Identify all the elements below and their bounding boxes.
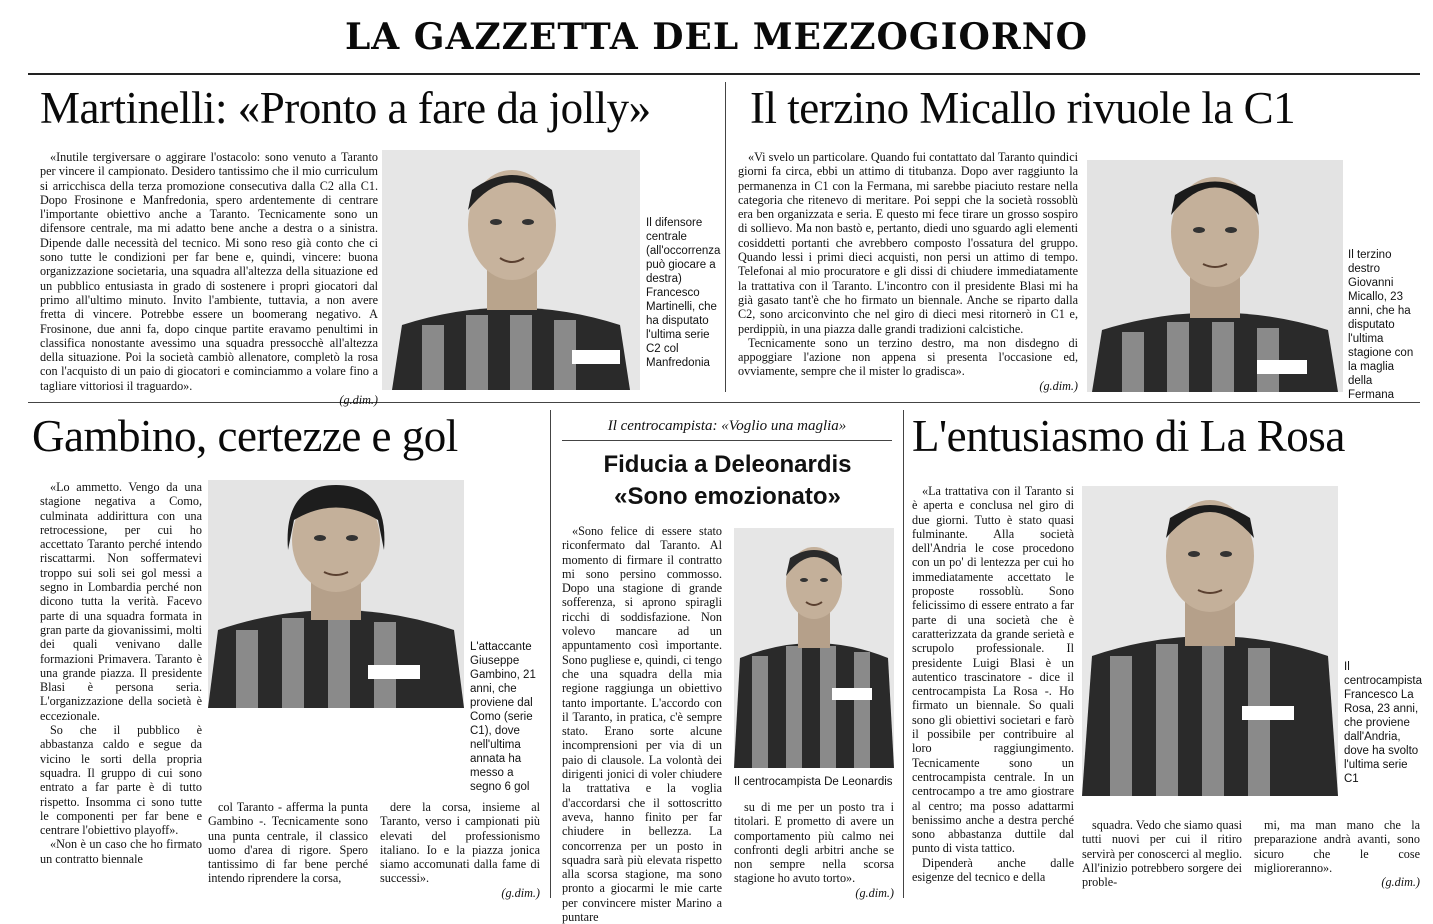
body-text-2: So che il pubblico è abbastanza caldo e segue da vicino le sorti della propria squadra. Il gruppo di cui sono entrato a far parte è di tutto rispetto. Insomma ci sono tutte le componenti per far bene e centrare l'obiettivo playoff». xyxy=(40,723,202,838)
signature: (g.dim.) xyxy=(1039,378,1078,393)
signature: (g.dim.) xyxy=(855,885,894,900)
body-gambino-col3 xyxy=(380,800,540,900)
caption-micallo: Il terzino destro Giovanni Micallo, 23 anni, che ha disputato l'ultima stagione con la maglia della Fermana xyxy=(1348,249,1414,401)
body-text: mi, ma man mano che la preparazione andrà avanti, sono sicuro che le cose miglioreranno». xyxy=(1254,818,1420,875)
player-photo xyxy=(208,480,464,708)
signature: (g.dim.) xyxy=(501,885,540,900)
body-larosa-col3 xyxy=(1254,818,1420,889)
body-text: «Vi svelo un particolare. Quando fui contattato dal Taranto quindici giorni fa circa, ebbi un attimo di titubanza. Dopo aver raggiunto la permanenza in C1 con la Fermana, mi sarebbe piaciuto restare nella categoria che ritenevo di meritare. Poi seppi che la società rossoblù era ben organizzata e seria. E questo mi fece tirare un grosso sospiro di sollievo. Ma non bastò e, pertanto, diedi uno sguardo agli elementi cosiddetti portanti che avrebbero composto l'ossatura del gruppo. Quando lessi i primi dieci acquisti, non persi un attimo di tempo. Telefonai al mio procuratore e gli dissi di chiudere immediatamente la trattativa con il Taranto. L'incontro con il presidente Blasi mi ha già gasato tant'è che ho firmato un biennale. Anche se riparto dalla C2, sono arciconvinto che nel giro di dieci mesi ritornerò in C1 e, perdippiù, in una piazza dalle grandi tradizioni calcistiche. xyxy=(738,150,1078,336)
body-martinelli xyxy=(40,150,378,407)
photo-micallo xyxy=(1087,160,1343,392)
body-larosa-col2 xyxy=(1082,818,1242,889)
body-text: squadra. Vedo che siamo quasi tutti nuovi per cui il ritiro servirà per conoscerci al meglio. All'inizio potrebbero sorgere dei proble- xyxy=(1082,818,1242,890)
body-text: «Sono felice di essere stato riconfermato dal Taranto. Al momento di firmare il contratto mi sono persino commosso. Dopo una stagione di grande sofferenza, si aprono spiragli ricchi di soddisfazione. Non volevo mancare ad un appuntamento così importante. Sono pugliese e, quindi, ci tengo che una squadra della mia regione raggiunga un obiettivo tanto importante. L'accordo con il Taranto, in pratica, c'è sempre stato. Erano sorte alcune incomprensioni per via di un paio di clausole. La volontà dei dirigenti jonici di voler chiudere la trattativa e la voglia d'accordarsi che il sottoscritto aveva, hanno finito per far chiudere in bellezza. La concorrenza per un posto in squadra sarà più elevata rispetto alla scorsa stagione, ma sono pronto a giocarmi le mie carte per convincere mister Marino a puntare xyxy=(562,524,722,924)
player-photo xyxy=(734,528,894,768)
photo-larosa xyxy=(1082,486,1338,796)
caption-martinelli: Il difensore centrale (all'occorrenza può giocare a destra) Francesco Martinelli, che ha disputato l'ultima serie C2 col Manfredonia xyxy=(646,217,721,369)
body-text-2: Dipenderà anche dalle esigenze del tecnico e della xyxy=(912,855,1074,885)
photo-deleonardis xyxy=(734,528,894,768)
body-text: «Inutile tergiversare o aggirare l'ostacolo: sono venuto a Taranto per vincere il campionato. Desidero tantissimo che il mio curriculum si arricchisca della terza promozione consecutiva dalla C2 alla C1. Dopo Frosinone e Manfredonia, spero ardentemente di centrare l'importante obiettivo anche a Taranto. Tecnicamente sono un difensore centrale, ma mi adatto bene anche a destra o a sinistra. Dipende dalle necessità del tecnico. Mi sono reso già conto che ci sono tutte le condizioni per far bene e, quindi, vincere: buona organizzazione societaria, una squadra all'altezza della situazione ed un pubblico entusiasta in grado di sostenere i propri giocatori dal primo all'ultimo minuto. Invito l'ambiente, tuttavia, a non avere fretta di vincere. Potrebbe essere un boomerang negativo. A Frosinone, due anni fa, dopo cinque partite eravamo penultimi in classifica nonostante avessimo una squadra pressocchè all'altezza della situazione. Poi la società cambiò allenatore, completò la rosa con l'acquisto di un paio di giocatori e cominciammo a volare fino a tagliare vittoriosi il traguardo». xyxy=(40,150,378,393)
body-deleonardis-col1 xyxy=(562,524,722,924)
headline-gambino: Gambino, certezze e gol xyxy=(32,411,458,461)
kicker-rule xyxy=(562,440,892,441)
body-text: dere la corsa, insieme al Taranto, verso i campionati più elevati del professionismo italiano. Io e la piazza jonica siamo accomunati dalla fame di successi». xyxy=(380,800,540,886)
caption-larosa: Il centrocampista Francesco La Rosa, 23 anni, che proviene dall'Andria, dove ha svolto l'ultima serie C1 xyxy=(1344,661,1422,785)
body-gambino-col2 xyxy=(208,800,368,886)
column-divider-bottom-left xyxy=(550,410,551,898)
body-text: «Lo ammetto. Vengo da una stagione negativa a Como, culminata addirittura con una retrocessione, per cui ho accettato Taranto perché intendo riscattarmi. Non soffermatevi troppo sui soli sei gol messi a segno in Lombardia perché non dicono tutta la verità. Facevo parte di una squadra formata in gran parte da giovanissimi, molti dei quali venivano dalle formazioni Primavera. Taranto è una grande piazza. Il presidente Blasi è persona seria. L'organizzazione della società è eccezionale. xyxy=(40,480,202,723)
photo-martinelli xyxy=(382,150,640,390)
headline-larosa: L'entusiasmo di La Rosa xyxy=(912,411,1345,461)
headline-martinelli: Martinelli: «Pronto a fare da jolly» xyxy=(40,83,651,133)
body-text: «La trattativa con il Taranto si è aperta e conclusa nel giro di due giorni. Tutto è stato quasi fulminante. Alla società dell'Andria le cose procedono con un po' di lentezza per cui ho immediatamente accettato le proposte rossoblù. Sono felicissimo di essere entrato a far parte di una società che è caratterizzata da grande serietà e scrupolo professionale. Il presidente Luigi Blasi è un autentico trascinatore - dice il centrocampista La Rosa -. Ho firmato un biennale. So quali sono gli obiettivi societari e farò il possibile per contribuire al loro raggiungimento. Tecnicamente sono un centrocampista centrale. In un centrocampo a tre amo giostrare al centro; ma posso adattarmi benissimo anche a destra perché sono abbastanza duttile dal punto di vista tattico. xyxy=(912,484,1074,856)
body-larosa-col1 xyxy=(912,484,1074,884)
body-text-2: Tecnicamente sono un terzino destro, ma non disdegno di appoggiare l'azione non appena si presenta l'occasione ed, ovviamente, sempre che il mister lo gradisca». xyxy=(738,335,1078,379)
column-divider-top xyxy=(725,82,726,392)
signature: (g.dim.) xyxy=(1381,875,1420,890)
top-divider xyxy=(28,73,1420,75)
body-text-3: «Non è un caso che ho firmato un contratto biennale xyxy=(40,837,202,866)
body-text: col Taranto - afferma la punta Gambino -. Tecnicamente sono una punta centrale, il classico uomo d'area di rigore. Spero tantissimo di far bene perché intendo riprendere la corsa, xyxy=(208,800,368,886)
player-photo xyxy=(1087,160,1343,392)
headline-micallo: Il terzino Micallo rivuole la C1 xyxy=(750,83,1296,133)
caption-deleonardis: Il centrocampista De Leonardis xyxy=(734,776,893,788)
player-photo xyxy=(1082,486,1338,796)
body-deleonardis-col2 xyxy=(734,800,894,900)
body-text: su di me per un posto tra i titolari. E prometto di avere un comportamento più calmo nei confronti degli arbitri anche se non sempre nella scorsa stagione ho avuto torto». xyxy=(734,800,894,886)
body-micallo xyxy=(738,150,1078,393)
headline-deleonardis-2: «Sono emozionato» xyxy=(614,483,841,510)
kicker-deleonardis: Il centrocampista: «Voglio una maglia» xyxy=(607,418,847,434)
headline-deleonardis-1: Fiducia a Deleonardis xyxy=(603,451,852,478)
photo-gambino xyxy=(208,480,464,708)
caption-gambino: L'attaccante Giuseppe Gambino, 21 anni, che proviene dal Como (serie C1), dove nell'ultima annata ha messo a segno 6 gol xyxy=(470,641,536,793)
column-divider-bottom-right xyxy=(903,410,904,898)
body-gambino-col1 xyxy=(40,480,202,866)
masthead: LA GAZZETTA DEL MEZZOGIORNO xyxy=(344,16,1089,58)
signature: (g.dim.) xyxy=(339,393,378,408)
player-photo xyxy=(382,150,640,390)
